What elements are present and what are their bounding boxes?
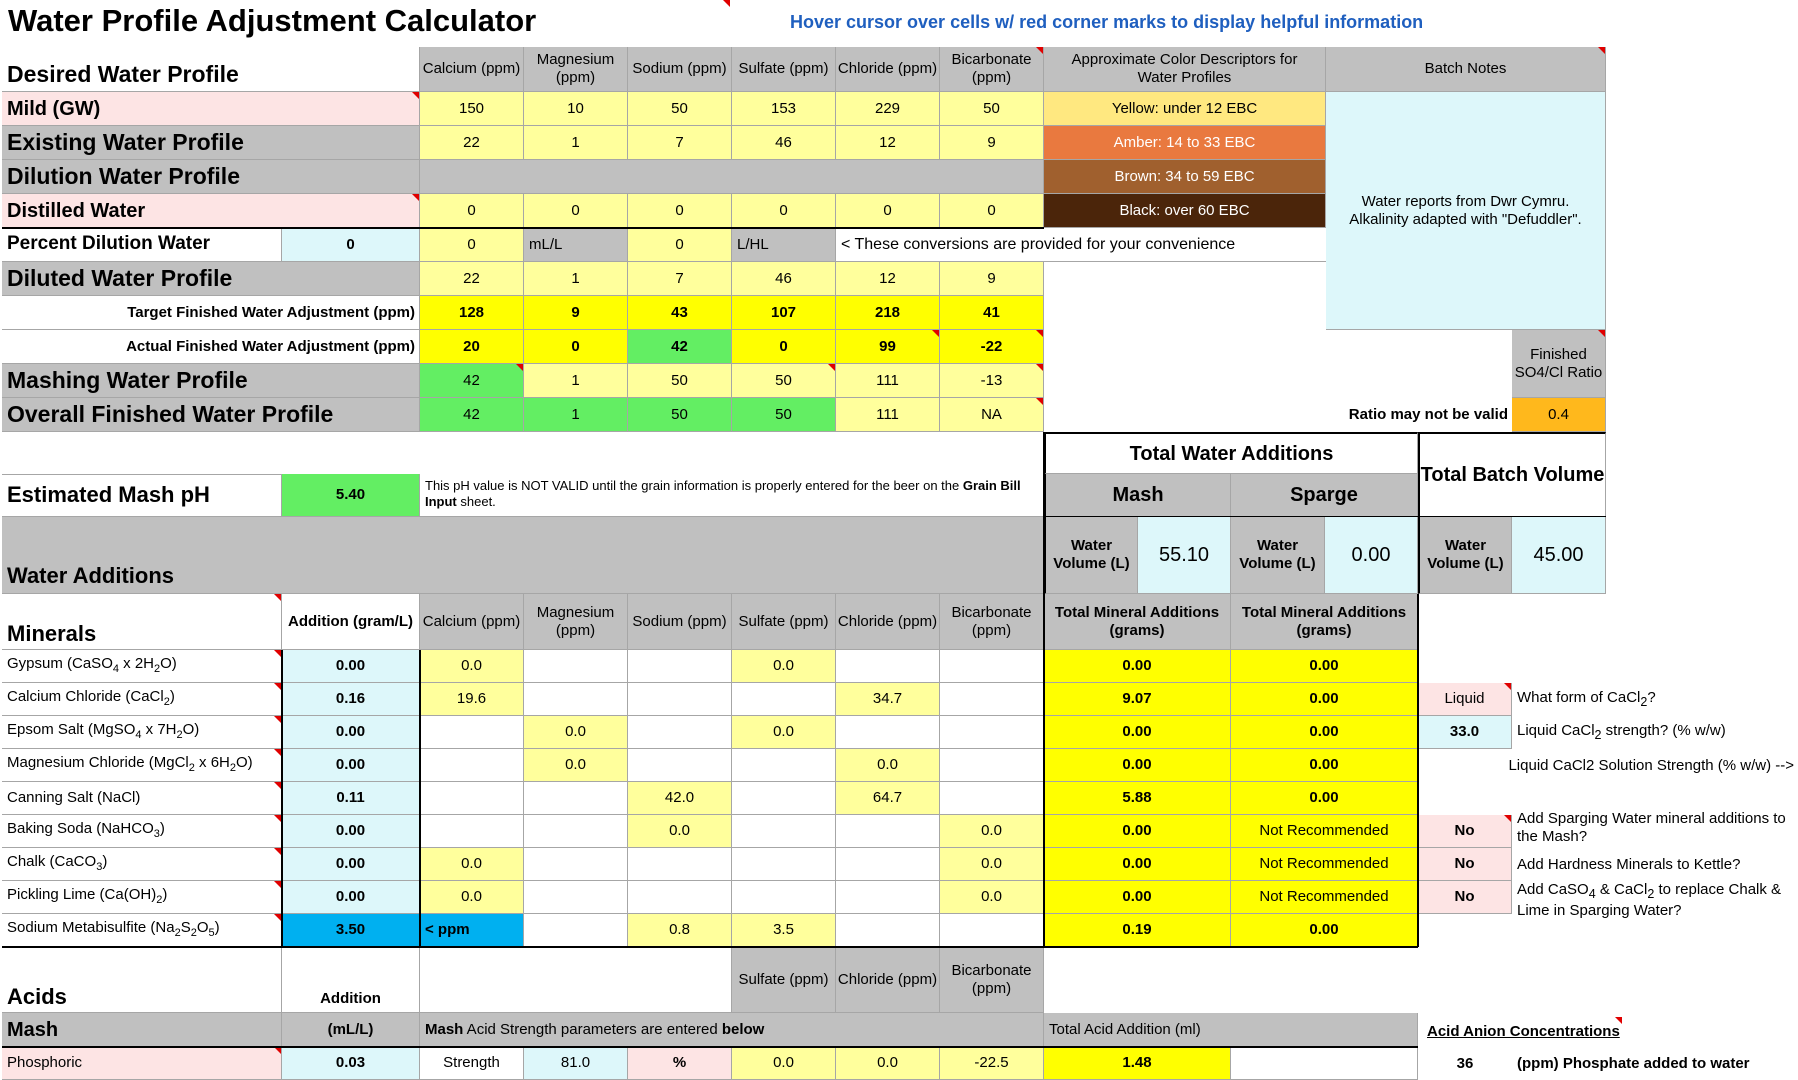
total-acid-blank <box>1231 1047 1418 1080</box>
mineral-bicarbonate-value: 0.0 <box>940 881 1044 914</box>
acid-addition-header: Addition <box>282 947 420 1013</box>
mineral-name-part: 4 <box>135 729 142 742</box>
actual-adjustment-label: Actual Finished Water Adjustment (ppm) <box>2 330 420 364</box>
mineral-mash-total: 9.07 <box>1044 683 1231 716</box>
mineral-sodium-value: 0.0 <box>628 815 732 848</box>
mineral-addition-input[interactable]: 3.50 <box>282 914 420 947</box>
mineral-addition-input[interactable]: 0.00 <box>282 716 420 749</box>
mineral-name-part: 4 <box>112 663 119 676</box>
mineral-chloride-header: Chloride (ppm) <box>836 594 940 650</box>
color-amber: Amber: 14 to 33 EBC <box>1044 126 1326 160</box>
dilution-sodium[interactable]: 0 <box>628 194 732 228</box>
mineral-calcium-value: 0.0 <box>420 848 524 881</box>
mineral-sodium-value: 42.0 <box>628 782 732 815</box>
percent-l-unit: L/HL <box>732 228 836 262</box>
target-adjustment-label: Target Finished Water Adjustment (ppm) <box>2 296 420 330</box>
percent-dilution-input[interactable]: 0 <box>282 228 420 262</box>
desired-chloride: 229 <box>836 92 940 126</box>
rule-row-pct <box>2 227 1044 229</box>
mineral-name-part: Pickling Lime (Ca(OH) <box>7 886 157 904</box>
mineral-addition-input[interactable]: 0.00 <box>282 650 420 683</box>
mineral-chloride-value <box>836 815 940 848</box>
existing-bicarbonate[interactable]: 9 <box>940 126 1044 160</box>
mineral-name-part: 5 <box>208 927 215 940</box>
hover-hint: Hover cursor over cells w/ red corner marks to display helpful information <box>790 12 1424 33</box>
mineral-magnesium-value <box>524 782 628 815</box>
mineral-name <box>2 848 282 881</box>
actual-chloride[interactable]: 99 <box>836 330 940 364</box>
mineral-sparge-total: 0.00 <box>1231 914 1418 947</box>
mineral-sodium-value <box>628 716 732 749</box>
dilution-profile-label: Dilution Water Profile <box>2 160 420 194</box>
mash-volume-label: Water Volume (L) <box>1044 517 1138 594</box>
diluted-magnesium: 1 <box>524 262 628 296</box>
mineral-bicarbonate-value <box>940 782 1044 815</box>
batch-volume-label: Water Volume (L) <box>1418 517 1512 594</box>
mineral-calcium-value <box>420 782 524 815</box>
mineral-sparge-total: 0.00 <box>1231 650 1418 683</box>
mineral-name-part: 2 <box>190 927 197 940</box>
kettle-hardness-toggle[interactable]: No <box>1418 848 1512 881</box>
grain-bill-link: Grain Bill Input <box>425 478 1021 509</box>
mineral-name <box>2 782 282 815</box>
mineral-addition-input[interactable]: 0.00 <box>282 881 420 914</box>
cacl2-strength-input[interactable]: 33.0 <box>1418 716 1512 749</box>
water-additions-label: Water Additions <box>2 517 1044 594</box>
mineral-mash-total: 0.19 <box>1044 914 1231 947</box>
replace-q-a: Add CaSO <box>1517 881 1589 898</box>
mineral-sodium-value: 0.8 <box>628 914 732 947</box>
mineral-name-part: Canning Salt (NaCl) <box>7 789 141 806</box>
existing-profile-label: Existing Water Profile <box>2 126 420 160</box>
mineral-magnesium-value <box>524 815 628 848</box>
mineral-bicarbonate-value <box>940 716 1044 749</box>
mineral-sparge-total: Not Recommended <box>1231 848 1418 881</box>
acid-note-c: below <box>721 1020 765 1038</box>
mineral-addition-input[interactable]: 0.00 <box>282 815 420 848</box>
mineral-bicarbonate-value <box>940 914 1044 947</box>
anion-text: (ppm) Phosphate added to water <box>1517 1054 1750 1072</box>
mineral-sodium-value <box>628 848 732 881</box>
mineral-name-part: ) <box>102 853 108 871</box>
diluted-bicarbonate: 9 <box>940 262 1044 296</box>
calcium-header: Calcium (ppm) <box>420 47 524 92</box>
dilution-chloride[interactable]: 0 <box>836 194 940 228</box>
mash-ph-note-a: This pH value is NOT VALID until the grain information is properly entered for the beer on the <box>425 478 963 493</box>
sparge-to-mash-question: Add Sparging Water mineral additions to the Mash? <box>1517 810 1786 845</box>
rule-col-1418 <box>1417 594 1419 947</box>
existing-calcium[interactable]: 22 <box>420 126 524 160</box>
existing-magnesium[interactable]: 1 <box>524 126 628 160</box>
overall-calcium: 42 <box>420 398 524 432</box>
mineral-mash-total: 0.00 <box>1044 650 1231 683</box>
desired-calcium: 150 <box>420 92 524 126</box>
acid-chloride-value: 0.0 <box>836 1047 940 1080</box>
total-batch-volume-header: Total Batch Volume <box>1418 432 1606 517</box>
mineral-mash-total: 0.00 <box>1044 848 1231 881</box>
mineral-sulfate-value: 3.5 <box>732 914 836 947</box>
mineral-name-part: 2 <box>174 927 181 940</box>
mineral-sulfate-value: 0.0 <box>732 650 836 683</box>
mineral-calcium-value: < ppm <box>420 914 524 947</box>
diluted-sodium: 7 <box>628 262 732 296</box>
mineral-name-part: ) <box>162 886 168 904</box>
mineral-sparge-total: Not Recommended <box>1231 881 1418 914</box>
mineral-sodium-value <box>628 683 732 716</box>
mineral-magnesium-value <box>524 881 628 914</box>
mineral-calcium-value <box>420 716 524 749</box>
conversion-note: < These conversions are provided for your convenience <box>836 228 1326 262</box>
mineral-mash-total: 0.00 <box>1044 815 1231 848</box>
mineral-sodium-value <box>628 881 732 914</box>
mineral-name-part: O <box>196 919 209 937</box>
mineral-name-part: Epsom Salt (MgSO <box>7 721 136 739</box>
overall-sulfate: 50 <box>732 398 836 432</box>
mineral-name-part: 2 <box>156 894 163 907</box>
sodium-header: Sodium (ppm) <box>628 47 732 92</box>
mineral-name <box>2 815 282 848</box>
rule-col-282 <box>281 650 283 947</box>
target-sulfate: 107 <box>732 296 836 330</box>
target-calcium: 128 <box>420 296 524 330</box>
mineral-bicarbonate-value: 0.0 <box>940 815 1044 848</box>
mineral-sulfate-value <box>732 881 836 914</box>
mineral-magnesium-value <box>524 650 628 683</box>
desired-sulfate: 153 <box>732 92 836 126</box>
sparge-column-header: Sparge <box>1231 474 1418 517</box>
cacl2-form-sub: 2 <box>1640 695 1648 709</box>
diluted-calcium: 22 <box>420 262 524 296</box>
mineral-sodium-value <box>628 650 732 683</box>
mash-mineral-total-header: Total Mineral Additions (grams) <box>1044 594 1231 650</box>
acid-note-a: Mash <box>425 1020 464 1038</box>
cacl2-solution-note: Liquid CaCl2 Solution Strength (% w/w) --> <box>1508 756 1794 774</box>
kettle-hardness-question: Add Hardness Minerals to Kettle? <box>1517 855 1741 873</box>
mineral-bicarbonate-value: 0.0 <box>940 848 1044 881</box>
sparge-volume-input[interactable]: 0.00 <box>1325 517 1418 594</box>
rule-row-acid-mash <box>2 1046 1418 1048</box>
dilution-bicarbonate[interactable]: 0 <box>940 194 1044 228</box>
cacl2-strength-sub: 2 <box>1594 728 1602 742</box>
acid-bicarbonate-value: -22.5 <box>940 1047 1044 1080</box>
replace-chalk-question <box>1512 881 1798 925</box>
mineral-sodium-header: Sodium (ppm) <box>628 594 732 650</box>
sparge-mineral-total-header: Total Mineral Additions (grams) <box>1231 594 1418 650</box>
mineral-addition-input[interactable]: 0.11 <box>282 782 420 815</box>
actual-magnesium: 0 <box>524 330 628 364</box>
overall-magnesium: 1 <box>524 398 628 432</box>
acid-addition-input[interactable]: 0.03 <box>282 1047 420 1080</box>
batch-notes-text[interactable]: Water reports from Dwr Cymru. Alkalinity adapted with "Defuddler". <box>1326 92 1606 330</box>
page-title: Water Profile Adjustment Calculator <box>8 3 537 39</box>
mineral-bicarbonate-value <box>940 683 1044 716</box>
mineral-calcium-value <box>420 749 524 782</box>
mineral-magnesium-value <box>524 914 628 947</box>
acids-label: Acids <box>2 947 282 1013</box>
mineral-addition-input[interactable]: 0.00 <box>282 749 420 782</box>
target-sodium: 43 <box>628 296 732 330</box>
diluted-sulfate: 46 <box>732 262 836 296</box>
addition-header: Addition (gram/L) <box>282 594 420 650</box>
cacl2-strength-q: Liquid CaCl <box>1517 722 1595 739</box>
total-acid-value: 1.48 <box>1044 1047 1231 1080</box>
acid-sulfate-value: 0.0 <box>732 1047 836 1080</box>
cacl2-form-end: ? <box>1647 689 1656 706</box>
sparge-volume-label: Water Volume (L) <box>1231 517 1325 594</box>
mineral-sulfate-value: 0.0 <box>732 716 836 749</box>
mash-column-header: Mash <box>1044 474 1231 517</box>
mineral-name-part: Baking Soda (NaHCO <box>7 820 154 838</box>
existing-sodium[interactable]: 7 <box>628 126 732 160</box>
mineral-chloride-value <box>836 650 940 683</box>
mineral-name-part: Calcium Chloride (CaCl <box>7 688 164 706</box>
mineral-sodium-value <box>628 749 732 782</box>
target-bicarbonate: 41 <box>940 296 1044 330</box>
mineral-magnesium-value <box>524 683 628 716</box>
mineral-name-part: Gypsum (CaSO <box>7 655 113 673</box>
mineral-name-part: S <box>180 919 191 937</box>
acid-mash-label: Mash <box>2 1013 282 1047</box>
mineral-name-part: O) <box>160 655 177 673</box>
finished-ratio-header[interactable]: Finished SO4/Cl Ratio <box>1512 330 1606 398</box>
bicarbonate-header[interactable]: Bicarbonate (ppm) <box>940 47 1044 92</box>
existing-chloride[interactable]: 12 <box>836 126 940 160</box>
dilution-gray-band <box>420 160 1044 194</box>
mineral-name-part: 3 <box>153 828 160 841</box>
existing-sulfate[interactable]: 46 <box>732 126 836 160</box>
mineral-name-part: Sodium Metabisulfite (Na <box>7 919 175 937</box>
mineral-mash-total: 0.00 <box>1044 716 1231 749</box>
mashing-bicarbonate[interactable]: -13 <box>940 364 1044 398</box>
total-water-additions-header: Total Water Additions <box>1044 432 1418 474</box>
mineral-sulfate-value <box>732 749 836 782</box>
replace-chalk-toggle[interactable]: No <box>1418 881 1512 914</box>
title-comment-marker[interactable] <box>718 0 730 12</box>
ratio-value: 0.4 <box>1512 398 1606 432</box>
color-yellow: Yellow: under 12 EBC <box>1044 92 1326 126</box>
batch-notes-header[interactable]: Batch Notes <box>1326 47 1606 92</box>
desired-sodium: 50 <box>628 92 732 126</box>
mineral-name-part: 2 <box>154 663 161 676</box>
acid-blank-header <box>420 947 732 1013</box>
acid-bicarbonate-header: Bicarbonate (ppm) <box>940 947 1044 1013</box>
percent-l-value: 0 <box>628 228 732 262</box>
mineral-name-part: 3 <box>96 861 103 874</box>
cacl2-form-question <box>1512 683 1798 716</box>
mineral-name-part: ) <box>159 820 165 838</box>
desired-bicarbonate: 50 <box>940 92 1044 126</box>
mineral-sparge-total: 0.00 <box>1231 749 1418 782</box>
mineral-name <box>2 716 282 749</box>
mineral-name-part: O) <box>236 754 253 772</box>
color-brown: Brown: 34 to 59 EBC <box>1044 160 1326 194</box>
overall-bicarbonate[interactable]: NA <box>940 398 1044 432</box>
overall-profile-label: Overall Finished Water Profile <box>2 398 420 432</box>
mineral-magnesium-value: 0.0 <box>524 749 628 782</box>
sparge-to-mash-toggle[interactable]: No <box>1418 815 1512 848</box>
actual-bicarbonate[interactable]: -22 <box>940 330 1044 364</box>
mineral-name-part: Magnesium Chloride (MgCl <box>7 754 189 772</box>
batch-volume-input[interactable]: 45.00 <box>1512 517 1606 594</box>
sulfate-header: Sulfate (ppm) <box>732 47 836 92</box>
mineral-sulfate-header: Sulfate (ppm) <box>732 594 836 650</box>
acid-strength-unit[interactable]: % <box>628 1047 732 1080</box>
mashing-chloride: 111 <box>836 364 940 398</box>
replace-q-c: & CaCl <box>1595 881 1648 898</box>
desired-magnesium: 10 <box>524 92 628 126</box>
mineral-chloride-value <box>836 881 940 914</box>
acid-strength-label: Strength <box>420 1047 524 1080</box>
mineral-addition-input[interactable]: 0.16 <box>282 683 420 716</box>
mashing-calcium[interactable]: 42 <box>420 364 524 398</box>
mash-ph-label: Estimated Mash pH <box>2 474 282 517</box>
mineral-name-part: x 6H <box>194 754 230 772</box>
rule-col-420 <box>419 650 421 947</box>
mineral-addition-input[interactable]: 0.00 <box>282 848 420 881</box>
percent-ml-unit: mL/L <box>524 228 628 262</box>
mineral-name-part: O) <box>182 721 200 739</box>
acid-sulfate-header: Sulfate (ppm) <box>732 947 836 1013</box>
mineral-bicarbonate-value <box>940 650 1044 683</box>
mineral-chloride-value <box>836 716 940 749</box>
desired-profile-label: Desired Water Profile <box>2 47 420 92</box>
cacl2-strength-question <box>1512 716 1798 749</box>
mineral-calcium-value: 0.0 <box>420 650 524 683</box>
mineral-name-part: ) <box>169 688 175 706</box>
minerals-label[interactable]: Minerals <box>2 594 282 650</box>
mineral-name-part: 2 <box>163 696 170 709</box>
mineral-sulfate-value <box>732 848 836 881</box>
mineral-chloride-value: 64.7 <box>836 782 940 815</box>
rule-col-1044 <box>1043 432 1045 947</box>
acid-anion-label[interactable]: Acid Anion Concentrations <box>1422 1017 1622 1047</box>
mineral-sparge-total: 0.00 <box>1231 716 1418 749</box>
mineral-name-part: x 2H <box>118 655 154 673</box>
replace-q-b: 4 <box>1588 887 1596 901</box>
mineral-sulfate-value <box>732 683 836 716</box>
mineral-mash-total: 0.00 <box>1044 881 1231 914</box>
diluted-profile-label: Diluted Water Profile <box>2 262 420 296</box>
mashing-magnesium: 1 <box>524 364 628 398</box>
mineral-magnesium-header: Magnesium (ppm) <box>524 594 628 650</box>
overall-chloride: 111 <box>836 398 940 432</box>
mashing-sulfate[interactable]: 50 <box>732 364 836 398</box>
mineral-name-part: ) <box>214 919 220 937</box>
mineral-bicarbonate-header: Bicarbonate (ppm) <box>940 594 1044 650</box>
chloride-header: Chloride (ppm) <box>836 47 940 92</box>
mineral-calcium-header: Calcium (ppm) <box>420 594 524 650</box>
mineral-calcium-value: 19.6 <box>420 683 524 716</box>
desired-profile-select[interactable]: Mild (GW) <box>2 92 420 126</box>
target-magnesium: 9 <box>524 296 628 330</box>
mineral-bicarbonate-value <box>940 749 1044 782</box>
mineral-name-part: 2 <box>188 762 195 775</box>
mineral-sparge-total: 0.00 <box>1231 782 1418 815</box>
mineral-chloride-value: 34.7 <box>836 683 940 716</box>
actual-calcium: 20 <box>420 330 524 364</box>
mash-volume-input[interactable]: 55.10 <box>1138 517 1231 594</box>
dilution-magnesium[interactable]: 0 <box>524 194 628 228</box>
mineral-name <box>2 683 282 716</box>
mineral-chloride-value: 0.0 <box>836 749 940 782</box>
mineral-magnesium-value: 0.0 <box>524 716 628 749</box>
mash-ph-note <box>420 474 1044 517</box>
mineral-calcium-value: 0.0 <box>420 881 524 914</box>
mash-ph-value: 5.40 <box>282 474 420 517</box>
mineral-magnesium-value <box>524 848 628 881</box>
dilution-water-select[interactable]: Distilled Water <box>2 194 420 228</box>
dilution-calcium[interactable]: 0 <box>420 194 524 228</box>
mineral-name-part: 2 <box>176 729 183 742</box>
color-descriptors-header: Approximate Color Descriptors for Water Profiles <box>1044 47 1326 92</box>
acid-type-select[interactable]: Phosphoric <box>2 1047 282 1080</box>
mineral-sparge-total: 0.00 <box>1231 683 1418 716</box>
acid-chloride-header: Chloride (ppm) <box>836 947 940 1013</box>
magnesium-header: Magnesium (ppm) <box>524 47 628 92</box>
mineral-chloride-value <box>836 848 940 881</box>
replace-q-e: to replace Chalk & Lime in Sparging Water? <box>1517 881 1782 919</box>
dilution-sulfate[interactable]: 0 <box>732 194 836 228</box>
mineral-name-part: 2 <box>229 762 236 775</box>
mashing-sodium: 50 <box>628 364 732 398</box>
mineral-mash-total: 5.88 <box>1044 782 1231 815</box>
acid-strength-input[interactable]: 81.0 <box>524 1047 628 1080</box>
mineral-calcium-value <box>420 815 524 848</box>
target-chloride: 218 <box>836 296 940 330</box>
cacl2-strength-end: strength? (% w/w) <box>1601 722 1726 739</box>
acid-unit-label: (mL/L) <box>282 1013 420 1047</box>
anion-value: 36 <box>1456 1054 1474 1072</box>
acid-note-b: Acid Strength parameters are entered <box>463 1020 722 1038</box>
cacl2-form-select[interactable]: Liquid <box>1418 683 1512 716</box>
cacl2-form-q: What form of CaCl <box>1517 689 1641 706</box>
total-acid-label: Total Acid Addition (ml) <box>1044 1013 1418 1047</box>
mineral-name <box>2 650 282 683</box>
diluted-chloride: 12 <box>836 262 940 296</box>
acid-strength-note <box>420 1013 1044 1047</box>
mineral-sulfate-value <box>732 782 836 815</box>
ratio-warning: Ratio may not be valid <box>1348 406 1508 423</box>
actual-sodium: 42 <box>628 330 732 364</box>
color-black: Black: over 60 EBC <box>1044 194 1326 228</box>
mashing-profile-label: Mashing Water Profile <box>2 364 420 398</box>
rule-row-ph-bottom <box>1044 516 1606 517</box>
percent-dilution-label: Percent Dilution Water <box>2 228 282 262</box>
mineral-name-part: x 7H <box>141 721 177 739</box>
replace-q-d: 2 <box>1647 887 1655 901</box>
mineral-chloride-value <box>836 914 940 947</box>
mash-ph-note-c: sheet. <box>456 493 496 509</box>
percent-ml-value: 0 <box>420 228 524 262</box>
mineral-mash-total: 0.00 <box>1044 749 1231 782</box>
mineral-sparge-total: Not Recommended <box>1231 815 1418 848</box>
mineral-name <box>2 914 282 947</box>
overall-sodium: 50 <box>628 398 732 432</box>
mineral-name <box>2 749 282 782</box>
mineral-name-part: Chalk (CaCO <box>7 853 97 871</box>
mineral-name <box>2 881 282 914</box>
actual-sulfate: 0 <box>732 330 836 364</box>
rule-row-minerals-bottom <box>2 946 1418 948</box>
mineral-sulfate-value <box>732 815 836 848</box>
